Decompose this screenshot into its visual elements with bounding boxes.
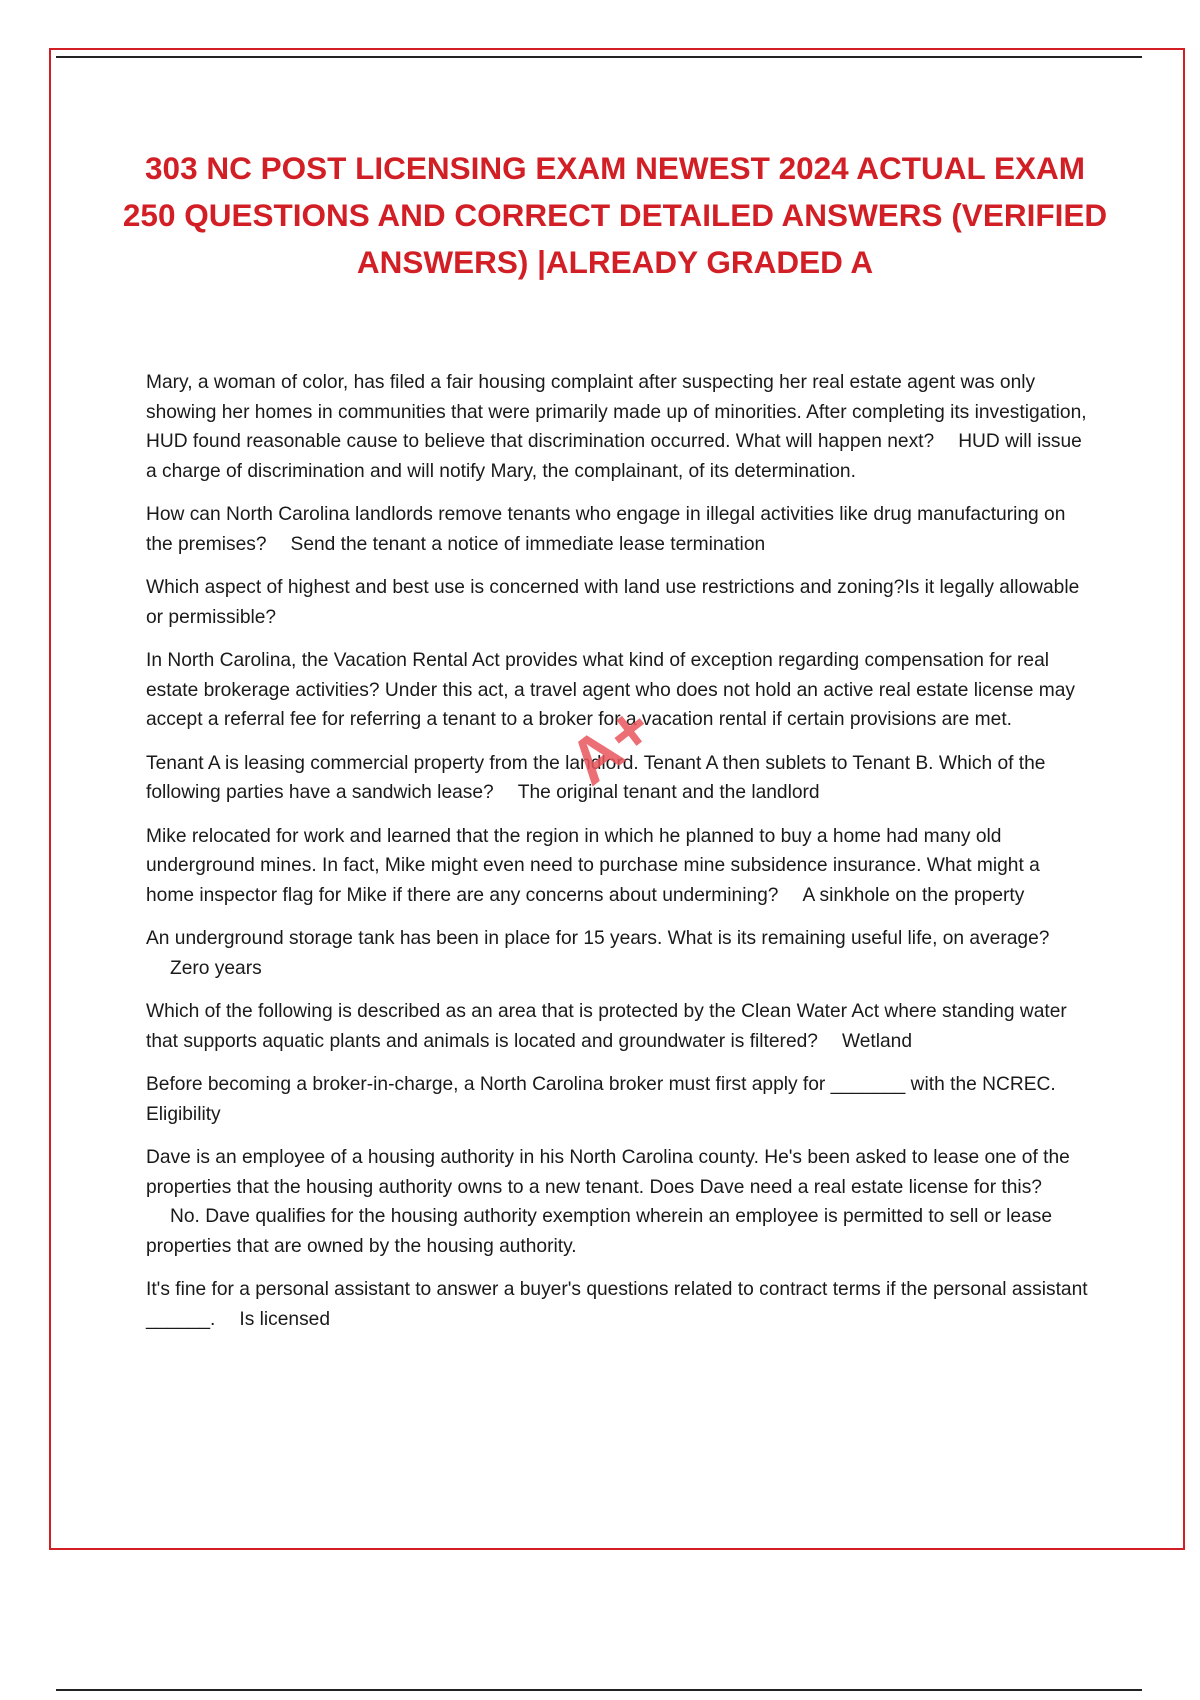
question-text: How can North Carolina landlords remove tenants who engage in illegal activities like drug manufacturing on the premises? — [146, 504, 1066, 555]
document-title: 303 NC POST LICENSING EXAM NEWEST 2024 ACTUAL EXAM 250 QUESTIONS AND CORRECT DETAILED ANSWERS (VERIFIED ANSWERS) |ALREADY GRADED A — [122, 150, 1108, 280]
answer-text: Under this act, a travel agent who does not hold an active real estate license may accept a referral fee for referring a tenant to a broker for a vacation rental if certain provisions are met. — [146, 679, 1075, 730]
grade-watermark: A+ — [555, 690, 666, 799]
answer-text: Send the tenant a notice of immediate lease termination — [290, 533, 766, 555]
answer-text: Zero years — [170, 957, 262, 979]
qa-item — [146, 997, 1091, 1056]
qa-item — [146, 500, 1091, 559]
qa-item — [146, 1143, 1091, 1261]
answer-text: Eligibility — [146, 1103, 221, 1125]
answer-text: Wetland — [841, 1030, 913, 1052]
answer-text: No. Dave qualifies for the housing authority exemption wherein an employee is permitted to sell or lease properties that are owned by the housing authority. — [146, 1206, 1053, 1257]
answer-text: HUD will issue a charge of discrimination and will notify Mary, the complainant, of its determination. — [146, 431, 1082, 482]
question-text: Which of the following is described as an area that is protected by the Clean Water Act where standing water that supports aquatic plants and animals is located and groundwater is filtered? — [146, 1001, 1067, 1052]
top-rule — [56, 56, 1142, 58]
question-text: Mary, a woman of color, has filed a fair housing complaint after suspecting her real estate agent was only showing her homes in communities that were primarily made up of minorities. After completing its investigation, HUD found reasonable cause to believe that discrimination occurred. What will happen next? — [146, 372, 1087, 452]
qa-item — [146, 822, 1091, 911]
qa-list — [146, 368, 1091, 1348]
qa-item — [146, 1070, 1091, 1129]
bottom-rule — [56, 1689, 1142, 1691]
question-text: Mike relocated for work and learned that the region in which he planned to buy a home had many old underground mines. In fact, Mike might even need to purchase mine subsidence insurance. What might a home inspector flag for Mike if there are any concerns about undermining? — [146, 825, 1040, 906]
question-text: In North Carolina, the Vacation Rental Act provides what kind of exception regarding compensation for real estate brokerage activities? — [146, 650, 1050, 701]
question-text: An underground storage tank has been in place for 15 years. What is its remaining useful life, on average? — [146, 928, 1050, 949]
question-text: Before becoming a broker-in-charge, a North Carolina broker must first apply for _______ with the NCREC. — [146, 1074, 1056, 1095]
answer-text: The original tenant and the landlord — [517, 782, 820, 803]
answer-text: Is licensed — [239, 1308, 331, 1330]
question-text: Tenant A is leasing commercial property from the landlord. Tenant A then sublets to Tenant B. Which of the following parties have a sandwich lease? — [146, 752, 1046, 803]
question-text: It's fine for a personal assistant to answer a buyer's questions related to contract terms if the personal assistant ______. — [146, 1279, 1088, 1330]
answer-text: A sinkhole on the property — [802, 884, 1025, 906]
question-text: Dave is an employee of a housing authority in his North Carolina county. He's been asked to lease one of the properties that the housing authority owns to a new tenant. Does Dave need a real estate license for this? — [146, 1147, 1070, 1198]
question-text: Which aspect of highest and best use is concerned with land use restrictions and zoning? — [146, 577, 905, 598]
qa-item — [146, 368, 1091, 486]
qa-item — [146, 1275, 1091, 1334]
answer-text: Is it legally allowable or permissible? — [146, 577, 1080, 628]
qa-item — [146, 924, 1091, 983]
qa-item — [146, 573, 1091, 632]
